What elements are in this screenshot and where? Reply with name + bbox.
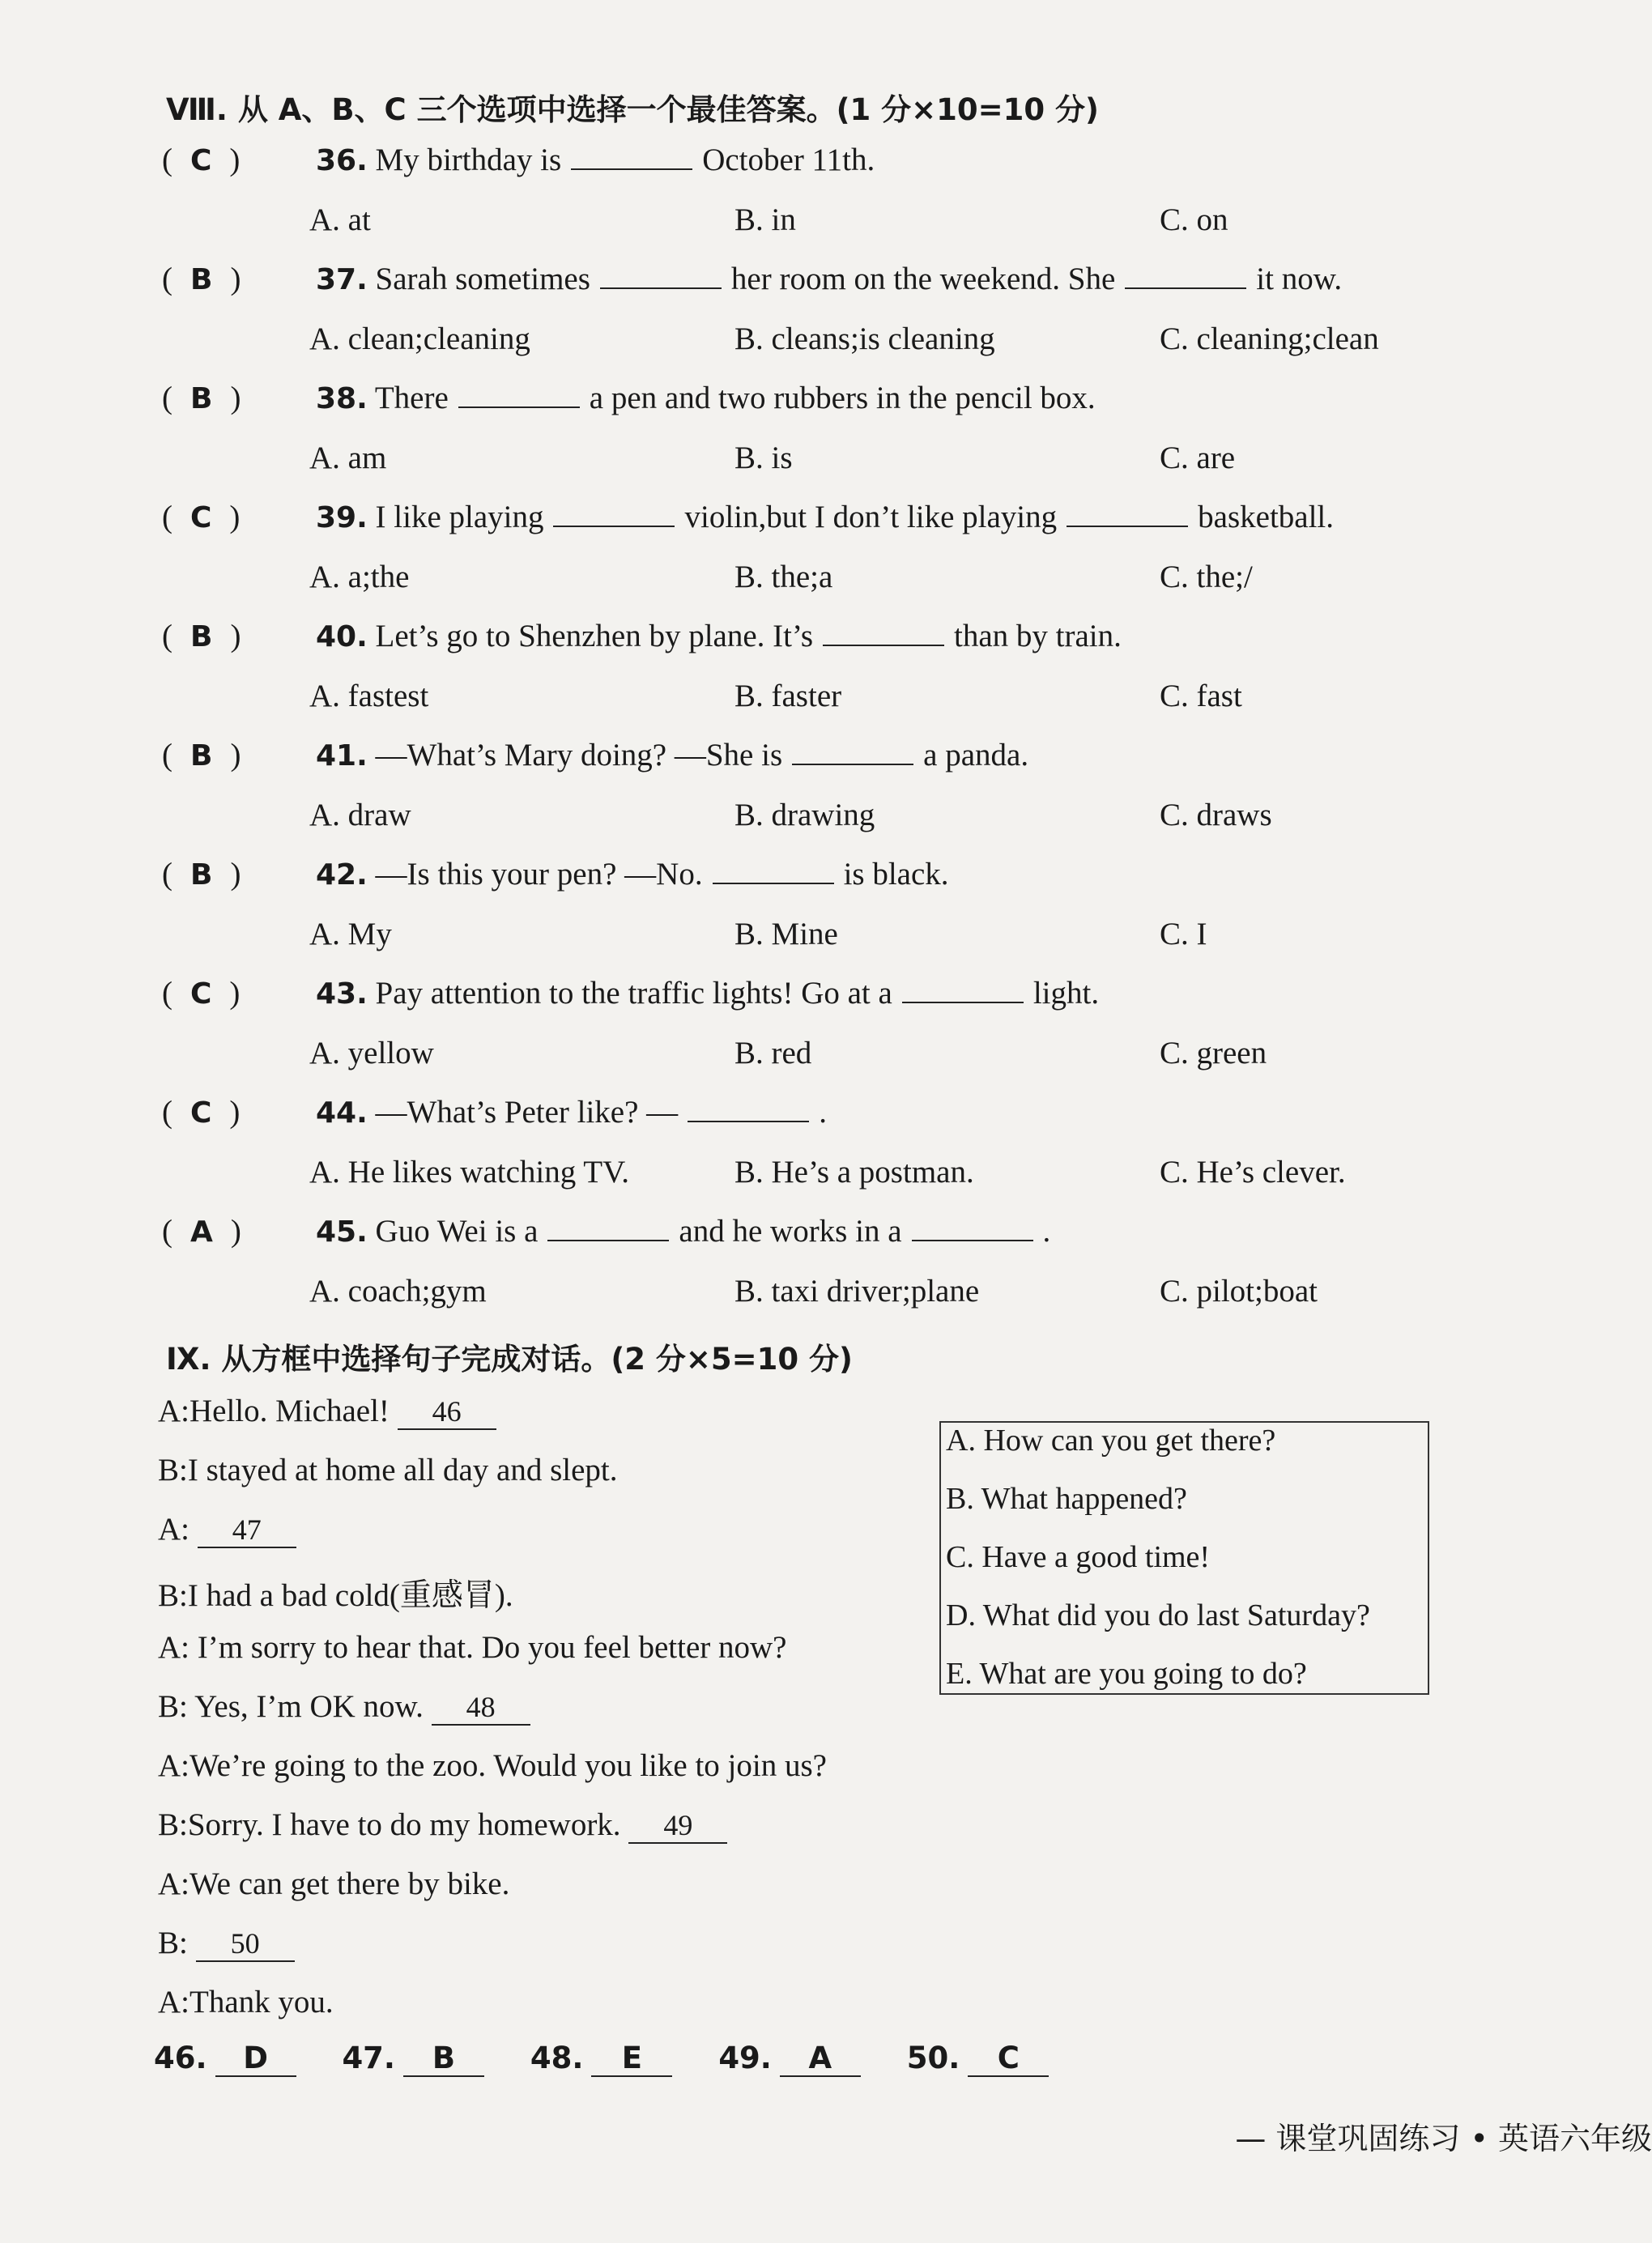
question-answer: B (190, 382, 213, 415)
question-answer: A (190, 1215, 213, 1249)
dialogue-line (158, 1452, 618, 1488)
question-number: 45. (316, 1215, 368, 1249)
question-text: . (819, 1095, 827, 1130)
dialogue-line (158, 1984, 334, 2020)
option-a: A. fastest (309, 679, 429, 713)
dialogue-text: B:Sorry. I have to do my homework. (158, 1807, 621, 1842)
dialogue-text: A: I’m sorry to hear that. Do you feel better now? (158, 1630, 787, 1665)
option-c: C. He’s clever. (1160, 1155, 1346, 1190)
answer-number: 49. (718, 2041, 772, 2075)
option-b: B. is (734, 441, 793, 475)
dialogue-text: A:We can get there by bike. (158, 1866, 510, 1901)
dialogue-text: B:I had a bad cold(重感冒). (158, 1578, 513, 1613)
question-number: 40. (316, 620, 368, 653)
dialogue-blank: 49 (628, 1810, 727, 1844)
answer-value: A (780, 2041, 861, 2077)
question-text: a panda. (923, 738, 1029, 772)
answer-blank (458, 382, 580, 408)
option-a: A. draw (309, 798, 411, 832)
answer-value: E (591, 2041, 672, 2077)
question-text: violin,but I don’t like playing (684, 500, 1058, 534)
answer-blank (571, 144, 692, 170)
option-b: B. the;a (734, 560, 833, 594)
question-text: Pay attention to the traffic lights! Go at a (375, 976, 892, 1011)
answer-number: 46. (154, 2041, 207, 2075)
answer-paren: ( B ) (162, 857, 241, 892)
dialogue-blank: 48 (432, 1692, 530, 1726)
question-text: basketball. (1198, 500, 1335, 534)
sentence-choice-box (939, 1421, 1429, 1695)
answer-blank (600, 263, 722, 289)
question-text: —What’s Peter like? — (375, 1095, 679, 1130)
question-text: My birthday is (375, 143, 562, 177)
question-answer: C (190, 144, 212, 177)
box-option: A. How can you get there? (946, 1424, 1276, 1458)
question-number: 42. (316, 858, 368, 892)
answer-number: 48. (530, 2041, 584, 2075)
answer-blank (553, 501, 675, 527)
answer-number: 47. (342, 2041, 395, 2075)
answer-blank (1125, 263, 1246, 289)
question-answer: C (190, 977, 212, 1011)
option-a: A. am (309, 441, 387, 475)
dialogue-text: A:Hello. Michael! (158, 1394, 390, 1428)
dialogue-text: A: (158, 1512, 189, 1547)
question-text: Guo Wei is a (375, 1214, 539, 1249)
answer-blank (912, 1215, 1033, 1241)
answer-paren: ( B ) (162, 619, 241, 653)
question-45 (162, 1213, 1050, 1249)
answer-blank (792, 739, 913, 765)
answer-item (907, 2041, 1050, 2077)
question-text: —What’s Mary doing? —She is (375, 738, 783, 772)
option-c: C. fast (1160, 679, 1242, 713)
answer-paren: ( B ) (162, 381, 241, 415)
answer-number: 50. (906, 2041, 960, 2075)
answer-value: B (403, 2041, 484, 2077)
answer-value: D (215, 2041, 296, 2077)
option-c: C. draws (1160, 798, 1272, 832)
dialogue-line (158, 1511, 296, 1548)
question-text: a pen and two rubbers in the pencil box. (589, 381, 1096, 415)
answer-paren: ( C ) (162, 143, 241, 177)
question-number: 41. (316, 739, 368, 772)
answer-blank (688, 1096, 809, 1122)
page-footer: — 课堂巩固练习 • 英语六年级 (1235, 2121, 1652, 2156)
option-c: C. pilot;boat (1160, 1274, 1318, 1309)
dialogue-line (158, 1688, 530, 1726)
dialogue-text: B:I stayed at home all day and slept. (158, 1453, 618, 1488)
section-9-title: Ⅸ. 从方框中选择句子完成对话。(2 分×5=10 分) (166, 1342, 853, 1377)
question-text: Let’s go to Shenzhen by plane. It’s (375, 619, 814, 653)
option-b: B. Mine (734, 917, 838, 951)
dialogue-text: B: Yes, I’m OK now. (158, 1689, 424, 1724)
answer-blank (902, 977, 1024, 1003)
answer-paren: ( C ) (162, 1095, 241, 1130)
option-a: A. yellow (309, 1036, 434, 1070)
answer-paren: ( C ) (162, 500, 241, 534)
question-text: is black. (843, 857, 949, 892)
question-text: I like playing (375, 500, 544, 534)
question-37 (162, 261, 1342, 297)
option-a: A. He likes watching TV. (309, 1155, 630, 1190)
option-c: C. cleaning;clean (1160, 321, 1379, 356)
dialogue-line (158, 1570, 513, 1615)
question-39 (162, 499, 1334, 535)
dialogue-text: A:We’re going to the zoo. Would you like to join us? (158, 1748, 827, 1783)
option-b: B. red (734, 1036, 812, 1070)
answer-paren: ( A ) (162, 1214, 241, 1249)
answer-item (154, 2041, 296, 2077)
question-text: . (1042, 1214, 1051, 1249)
dialogue-line (158, 1807, 727, 1844)
option-a: A. at (309, 202, 371, 237)
question-text: her room on the weekend. She (730, 262, 1116, 296)
option-c: C. on (1160, 202, 1228, 237)
dialogue-blank: 46 (398, 1396, 496, 1430)
question-42 (162, 856, 949, 892)
question-44 (162, 1094, 827, 1130)
question-43 (162, 975, 1099, 1011)
box-option: D. What did you do last Saturday? (946, 1598, 1370, 1632)
answer-row (154, 2041, 1084, 2077)
question-number: 37. (316, 263, 368, 296)
answer-paren: ( C ) (162, 976, 241, 1011)
question-text: —Is this your pen? —No. (375, 857, 703, 892)
answer-item (718, 2041, 861, 2077)
dialogue-line (158, 1866, 509, 1902)
option-b: B. taxi driver;plane (734, 1274, 980, 1309)
answer-blank (547, 1215, 669, 1241)
question-number: 36. (316, 144, 368, 177)
box-option: B. What happened? (946, 1482, 1187, 1516)
question-38 (162, 380, 1096, 416)
question-text: Sarah sometimes (375, 262, 590, 296)
dialogue-line (158, 1747, 827, 1784)
option-a: A. My (309, 917, 392, 951)
dialogue-line (158, 1925, 295, 1962)
option-a: A. coach;gym (309, 1274, 487, 1309)
answer-value: C (968, 2041, 1049, 2077)
question-number: 39. (316, 501, 368, 534)
dialogue-text: A:Thank you. (158, 1985, 334, 2020)
question-text: and he works in a (679, 1214, 902, 1249)
answer-item (342, 2041, 484, 2077)
question-answer: C (190, 1096, 212, 1130)
question-text: it now. (1256, 262, 1343, 296)
question-answer: B (190, 263, 213, 296)
question-36 (162, 142, 875, 178)
answer-blank (713, 858, 834, 884)
answer-paren: ( B ) (162, 262, 241, 296)
question-text: than by train. (954, 619, 1122, 653)
option-b: B. cleans;is cleaning (734, 321, 995, 356)
option-a: A. a;the (309, 560, 410, 594)
question-answer: B (190, 739, 213, 772)
option-c: C. the;/ (1160, 560, 1253, 594)
dialogue-line (158, 1393, 496, 1430)
answer-item (530, 2041, 673, 2077)
answer-blank (1067, 501, 1188, 527)
question-answer: B (190, 858, 213, 892)
question-number: 38. (316, 382, 368, 415)
section-8-title: Ⅷ. 从 A、B、C 三个选项中选择一个最佳答案。(1 分×10=10 分) (166, 92, 1099, 127)
option-c: C. green (1160, 1036, 1267, 1070)
option-b: B. faster (734, 679, 842, 713)
dialogue-blank: 50 (196, 1928, 295, 1962)
box-option: C. Have a good time! (946, 1540, 1211, 1574)
question-answer: C (190, 501, 212, 534)
question-number: 44. (316, 1096, 368, 1130)
answer-blank (823, 620, 944, 646)
option-c: C. are (1160, 441, 1236, 475)
option-a: A. clean;cleaning (309, 321, 530, 356)
question-text: light. (1032, 976, 1100, 1011)
question-41 (162, 737, 1028, 773)
question-number: 43. (316, 977, 368, 1011)
answer-paren: ( B ) (162, 738, 241, 772)
question-text: October 11th. (702, 143, 875, 177)
dialogue-line (158, 1629, 787, 1666)
dialogue-text: B: (158, 1926, 188, 1960)
question-answer: B (190, 620, 213, 653)
question-text: There (374, 381, 449, 415)
box-option: E. What are you going to do? (946, 1657, 1307, 1691)
dialogue-blank: 47 (198, 1514, 296, 1548)
option-b: B. in (734, 202, 796, 237)
question-40 (162, 618, 1122, 654)
option-b: B. He’s a postman. (734, 1155, 974, 1190)
option-c: C. I (1160, 917, 1207, 951)
option-b: B. drawing (734, 798, 875, 832)
